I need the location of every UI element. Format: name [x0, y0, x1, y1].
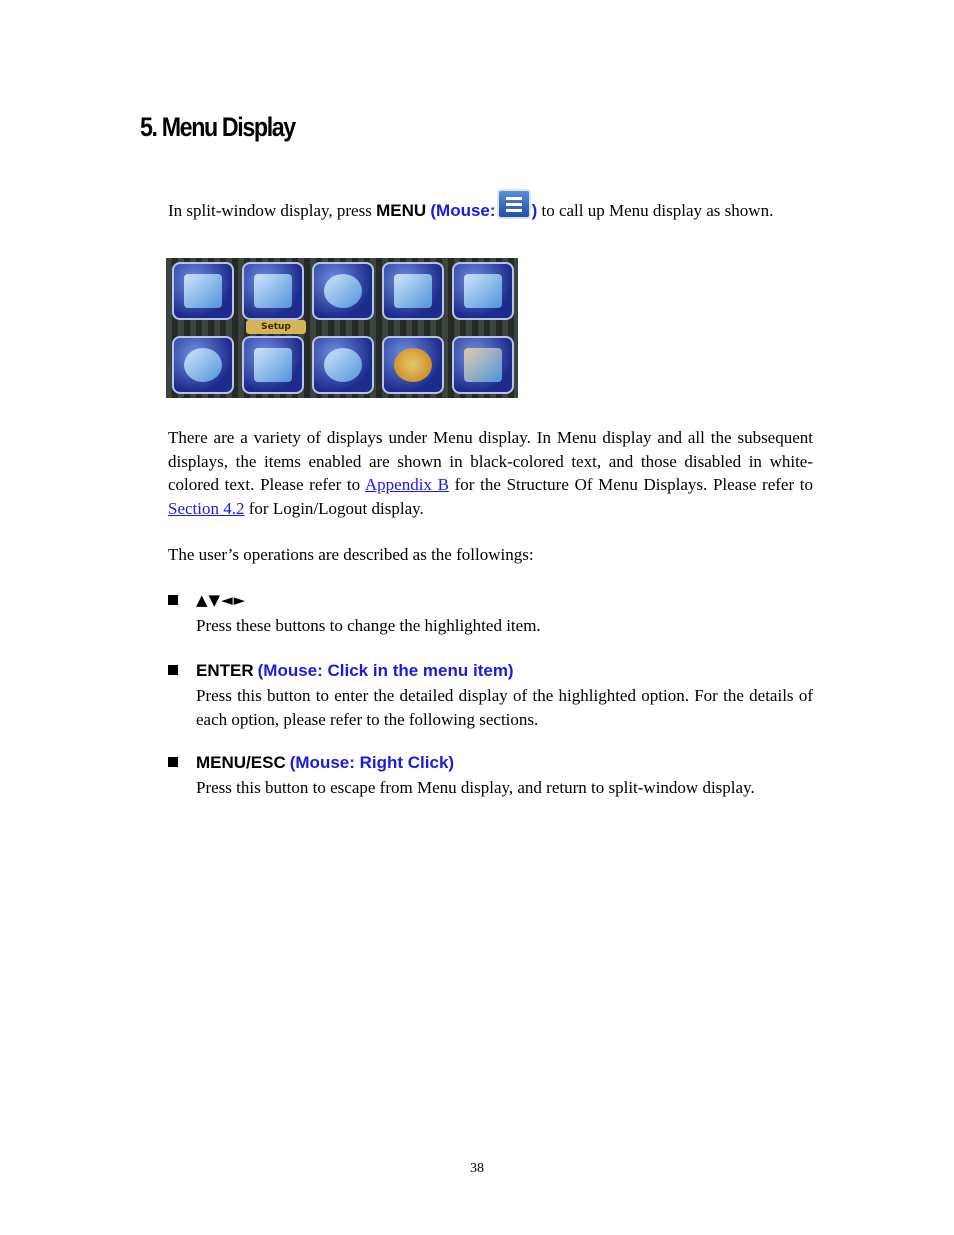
arrow-keys: ▲▼◄►	[196, 591, 247, 609]
intro-text: In split-window display, press	[168, 201, 372, 220]
setup-label: Setup	[246, 320, 306, 334]
description-paragraph	[168, 426, 813, 520]
menu-display-screenshot	[166, 258, 518, 398]
page-number: 38	[470, 1161, 484, 1176]
page-title: 5. Menu Display	[140, 112, 295, 142]
bullet-description: Press these buttons to change the highlighted item.	[196, 616, 541, 635]
appendix-b-link[interactable]: Appendix B	[364, 475, 449, 494]
section-4-2-link[interactable]: Section 4.2	[168, 498, 245, 518]
camera-icon	[382, 262, 444, 320]
user-icon	[172, 262, 234, 320]
description-text-2: for the Structure Of Menu Displays. Please refer to	[454, 475, 814, 494]
enter-mouse-hint: (Mouse: Click in the menu item)	[257, 661, 514, 680]
operations-intro: The user’s operations are described as the followings:	[168, 545, 534, 564]
exit-door-icon	[452, 336, 514, 394]
power-icon	[382, 336, 444, 394]
menu-esc-mouse-hint: (Mouse: Right Click)	[289, 753, 455, 772]
description-text-3: for Login/Logout display.	[248, 498, 424, 518]
monitor-list-icon	[452, 262, 514, 320]
bullet-description: Press this button to escape from Menu display, and return to split-window display.	[196, 778, 755, 797]
enter-key: ENTER	[196, 661, 254, 680]
network-icon	[312, 336, 374, 394]
intro-text-2: to call up Menu display as shown.	[541, 201, 774, 220]
bullet-description: Press this button to enter the detailed display of the highlighted option. For the details of each option, please refer to the following sections.	[196, 686, 813, 729]
bullet-square-icon	[168, 595, 178, 605]
menu-list-icon	[497, 189, 531, 219]
hdd-icon	[242, 336, 304, 394]
bullet-square-icon	[168, 757, 178, 767]
disc-icon	[172, 336, 234, 394]
description-text-1: There are a variety of displays under Menu display. In Menu display and all the subsequent displays, the items enabled are shown in black-colored text, and those disabled in white-colored text. Please refer to	[168, 428, 813, 494]
setup-tools-icon	[242, 262, 304, 320]
menu-key: MENU	[376, 201, 427, 220]
speaker-icon	[312, 262, 374, 320]
menu-esc-key: MENU/ESC	[196, 753, 286, 772]
bullet-square-icon	[168, 665, 178, 675]
mouse-hint-open: (Mouse:	[430, 201, 496, 220]
intro-paragraph	[168, 189, 813, 223]
mouse-hint-close: )	[531, 201, 538, 220]
